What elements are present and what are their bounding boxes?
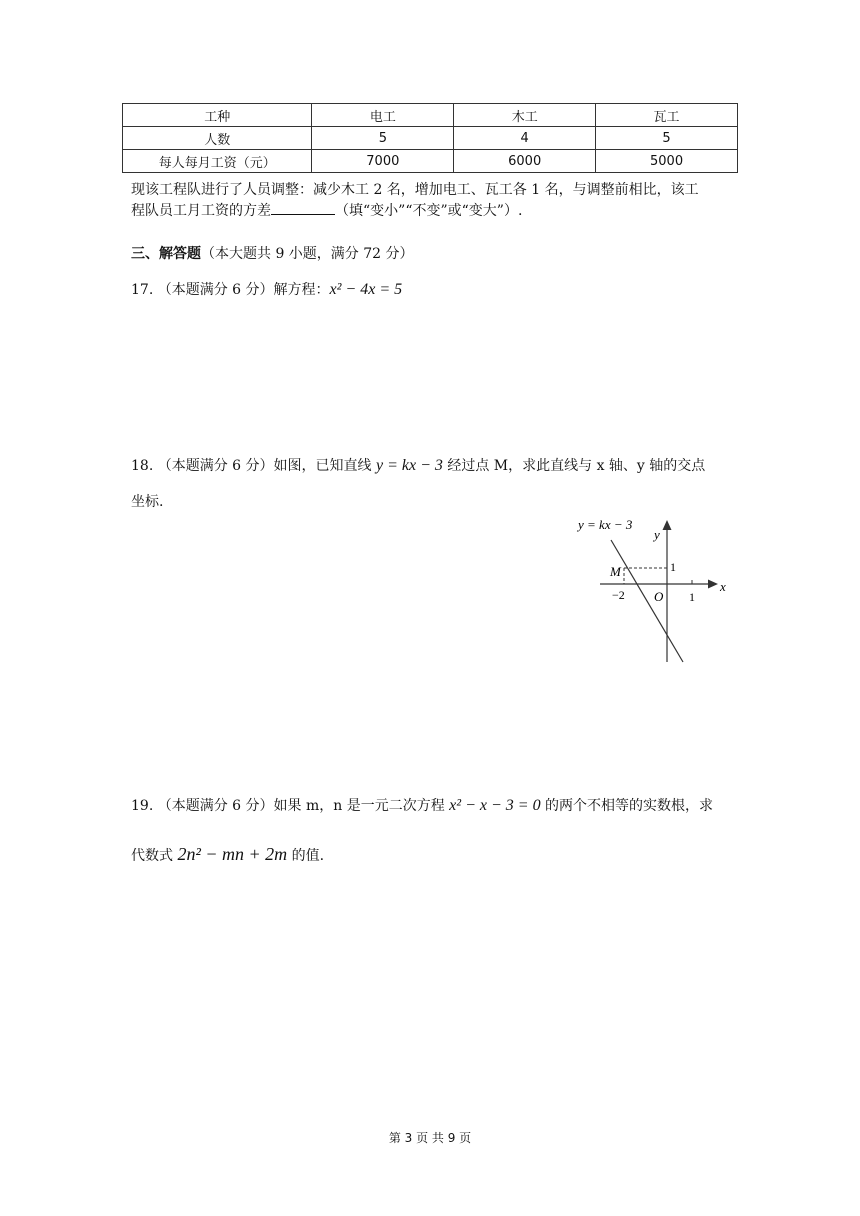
page-footer: 第 3 页 共 9 页 [388, 1131, 472, 1145]
answer-blank [271, 200, 335, 215]
q16-line1: 现该工程队进行了人员调整：减少木工 2 名，增加电工、瓦工各 1 名，与调整前相比，该工 [131, 182, 699, 198]
y-tick-label: 1 [670, 560, 676, 574]
point-m-label: M [610, 564, 621, 579]
q17-prefix: 17. （本题满分 6 分）解方程： [131, 282, 330, 298]
table-cell: 每人每月工资（元） [123, 150, 312, 173]
q19-text-pre: 19. （本题满分 6 分）如果 m，n 是一元二次方程 [131, 798, 450, 814]
question-17 [131, 280, 402, 300]
table-cell: 5 [596, 127, 738, 150]
x-tick-label-neg2: −2 [612, 588, 625, 602]
table-cell: 6000 [454, 150, 596, 173]
q19-text-post: 的两个不相等的实数根，求 [540, 798, 714, 814]
q18-text-pre: 18. （本题满分 6 分）如图，已知直线 [131, 458, 376, 474]
table-cell: 人数 [123, 127, 312, 150]
origin-label: O [654, 589, 664, 604]
table-cell: 5 [312, 127, 454, 150]
table-cell: 4 [454, 127, 596, 150]
question-19-line2 [131, 844, 324, 866]
table-cell: 5000 [596, 150, 738, 173]
table-cell: 木工 [454, 104, 596, 127]
y-axis-label: y [654, 527, 660, 542]
y-axis-arrow [663, 520, 672, 530]
x-axis-arrow [708, 580, 718, 589]
table-header-row [123, 104, 738, 127]
x-tick-label-1: 1 [689, 590, 695, 604]
q19-line2-pre: 代数式 [131, 848, 178, 864]
q16-line2-options: （填“变小”“不变”或“变大”）. [335, 203, 523, 219]
q16-line2 [131, 200, 751, 221]
q19-equation: x² − x − 3 = 0 [449, 797, 541, 814]
table-cell: 7000 [312, 150, 454, 173]
wage-table [122, 103, 738, 173]
table-cell: 工种 [123, 104, 312, 127]
section-heading [131, 244, 414, 264]
q19-expression: 2n² − mn + 2m [177, 844, 288, 864]
q18-text-post: 经过点 M，求此直线与 x 轴、y 轴的交点 [442, 458, 706, 474]
table-cell: 瓦工 [596, 104, 738, 127]
question-18-line2: 坐标. [131, 494, 164, 510]
table-row [123, 150, 738, 173]
table-row [123, 127, 738, 150]
question-19-line1 [131, 796, 751, 816]
question-18-line1 [131, 456, 751, 476]
coordinate-figure [570, 512, 740, 672]
q19-line2-post: 的值. [287, 848, 325, 864]
section-title: 三、解答题 [131, 246, 201, 262]
section-note: （本大题共 9 小题，满分 72 分） [201, 246, 414, 262]
x-axis-label: x [720, 579, 726, 594]
line-label: y = kx − 3 [578, 517, 633, 532]
table-cell: 电工 [312, 104, 454, 127]
q17-equation: x² − 4x = 5 [329, 281, 403, 298]
q18-equation: y = kx − 3 [375, 457, 443, 474]
q16-line2-text: 程队员工月工资的方差 [131, 203, 271, 219]
